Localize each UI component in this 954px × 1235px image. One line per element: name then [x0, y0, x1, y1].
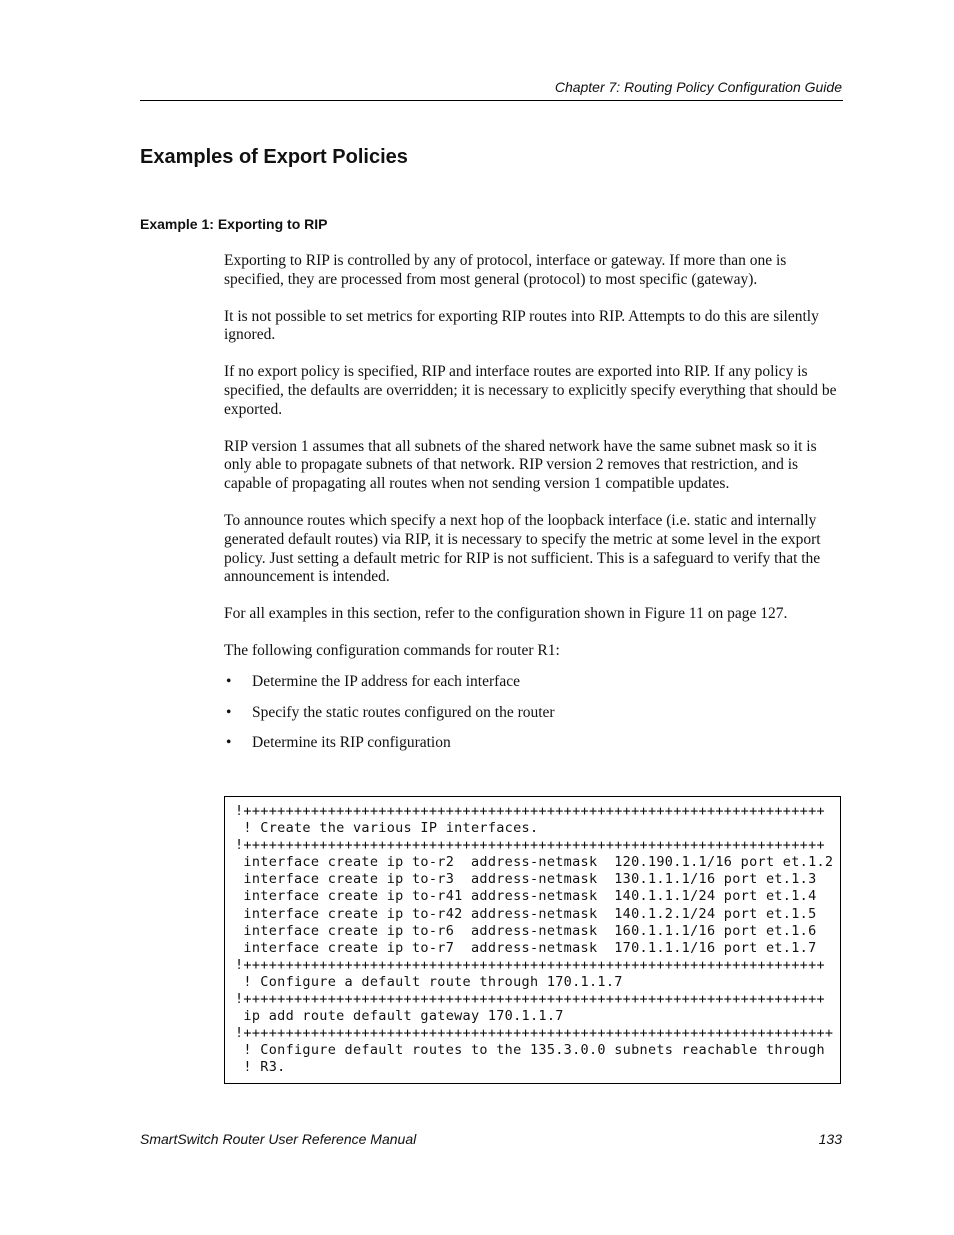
- paragraph: Exporting to RIP is controlled by any of protocol, interface or gateway. If more than one is specified, they are processed from most general (protocol) to most specific (gateway).: [224, 252, 787, 288]
- list-item: [224, 704, 842, 723]
- body-text: [224, 252, 842, 765]
- code-line: !+++++++++++++++++++++++++++++++++++++++++++++++++++++++++++++++++++++: [235, 803, 825, 819]
- code-line: ! R3.: [235, 1059, 286, 1076]
- header-rule: [140, 100, 843, 101]
- code-block: [225, 797, 840, 1077]
- code-line: ! Create the various IP interfaces.: [235, 820, 539, 837]
- code-line: interface create ip to-r7 address-netmask 170.1.1.1/16 port et.1.7: [235, 939, 817, 956]
- bullet-icon: •: [226, 672, 232, 690]
- code-line: interface create ip to-r3 address-netmask 130.1.1.1/16 port et.1.3: [235, 871, 817, 888]
- list-item-text: Determine its RIP configuration: [252, 734, 451, 752]
- paragraph: The following configuration commands for router R1:: [224, 641, 560, 659]
- subsection-title: Example 1: Exporting to RIP: [140, 216, 328, 232]
- code-line: ! Configure default routes to the 135.3.0.0 subnets reachable through: [235, 1042, 825, 1059]
- section-title: Examples of Export Policies: [140, 146, 408, 168]
- paragraph: If no export policy is specified, RIP and interface routes are exported into RIP. If any policy is specified, the defaults are overridden; it is necessary to explicitly specify everything that should be exported.: [224, 363, 837, 418]
- list-item-text: Determine the IP address for each interface: [252, 672, 520, 690]
- code-line: !++++++++++++++++++++++++++++++++++++++++++++++++++++++++++++++++++++++: [235, 1025, 834, 1042]
- paragraph: For all examples in this section, refer to the configuration shown in Figure 11 on page 127.: [224, 605, 788, 623]
- code-line: interface create ip to-r41 address-netmask 140.1.1.1/24 port et.1.4: [235, 888, 817, 905]
- bullet-icon: •: [226, 703, 232, 721]
- paragraph: RIP version 1 assumes that all subnets of the shared network have the same subnet mask so it is only able to propagate subnets of that network. RIP version 2 removes that restriction, and is capable of propagating all routes when not sending version 1 compatible updates.: [224, 437, 817, 493]
- paragraph: It is not possible to set metrics for exporting RIP routes into RIP. Attempts to do this are silently ignored.: [224, 307, 819, 344]
- page-number: 133: [818, 1131, 842, 1147]
- code-line: ip add route default gateway 170.1.1.7: [235, 1008, 564, 1025]
- code-line: ! Configure a default route through 170.1.1.7: [235, 973, 623, 990]
- paragraph: To announce routes which specify a next hop of the loopback interface (i.e. static and internally generated default routes) via RIP, it is necessary to specify the metric at some level in the export policy. Just setting a default metric for RIP is not sufficient. This is a safeguard to verify that the announcement is intended.: [224, 511, 821, 586]
- code-line: !+++++++++++++++++++++++++++++++++++++++++++++++++++++++++++++++++++++: [235, 956, 825, 973]
- list-item-text: Specify the static routes configured on the router: [252, 703, 555, 721]
- code-line: interface create ip to-r2 address-netmask 120.190.1.1/16 port et.1.2: [235, 854, 834, 871]
- code-listing: [224, 796, 841, 1084]
- code-line: !+++++++++++++++++++++++++++++++++++++++++++++++++++++++++++++++++++++: [235, 991, 825, 1008]
- list-item: [224, 673, 842, 692]
- bullet-list: [224, 673, 842, 753]
- code-line: interface create ip to-r42 address-netmask 140.1.2.1/24 port et.1.5: [235, 905, 817, 922]
- footer-manual-title: SmartSwitch Router User Reference Manual: [140, 1131, 417, 1147]
- code-line: interface create ip to-r6 address-netmask 160.1.1.1/16 port et.1.6: [235, 922, 817, 939]
- code-line: !+++++++++++++++++++++++++++++++++++++++++++++++++++++++++++++++++++++: [235, 837, 825, 854]
- running-header: Chapter 7: Routing Policy Configuration Guide: [554, 79, 842, 95]
- bullet-icon: •: [226, 734, 232, 752]
- list-item: [224, 734, 842, 753]
